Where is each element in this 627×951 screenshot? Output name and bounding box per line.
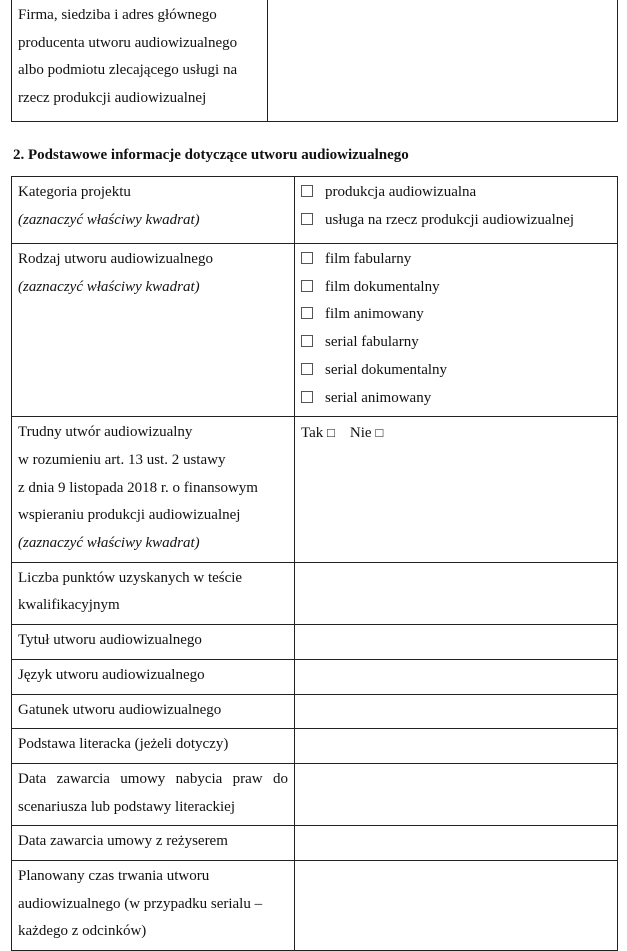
type-option-6-label: serial animowany <box>325 389 432 406</box>
points-label-cell <box>12 562 295 624</box>
type-option-1-label: film fabularny <box>325 251 412 267</box>
literary-value-cell[interactable] <box>295 729 618 764</box>
difficult-no-option[interactable] <box>350 425 383 441</box>
checkbox-icon[interactable] <box>301 185 313 197</box>
rights-value-cell[interactable] <box>295 763 618 825</box>
difficult-no-label: Nie <box>349 425 372 442</box>
difficult-hint: (zaznaczyć właściwy kwadrat) <box>18 535 200 552</box>
difficult-label-line-3: z dnia 9 listopada 2018 r. o finansowym <box>18 479 258 496</box>
category-hint: (zaznaczyć właściwy kwadrat) <box>18 211 200 228</box>
title-label: Tytuł utworu audiowizualnego <box>18 632 202 649</box>
rights-row <box>12 763 618 825</box>
title-label-cell <box>12 625 295 660</box>
difficult-yes-option[interactable] <box>301 425 335 441</box>
type-option-2[interactable] <box>301 274 611 302</box>
type-option-4-label: serial fabularny <box>325 334 419 351</box>
type-option-2-label: film dokumentalny <box>325 278 440 295</box>
basic-info-table <box>11 176 618 951</box>
type-row <box>12 244 618 417</box>
genre-label: Gatunek utworu audiowizualnego <box>18 701 222 718</box>
category-options-cell <box>295 177 618 244</box>
checkbox-icon[interactable] <box>301 391 313 403</box>
producer-label-cell <box>12 0 268 122</box>
director-label-cell <box>12 826 295 861</box>
difficult-no-checkbox[interactable]: □ <box>375 425 384 441</box>
difficult-label-line-4: wspieraniu produkcji audiowizualnej <box>18 507 241 524</box>
type-option-5[interactable] <box>301 357 611 385</box>
category-option-2[interactable] <box>301 207 611 235</box>
literary-row <box>12 729 618 764</box>
points-label-line-1: Liczba punktów uzyskanych w teście <box>18 569 243 586</box>
checkbox-icon[interactable] <box>301 252 313 264</box>
title-value-cell[interactable] <box>295 625 618 660</box>
language-row <box>12 659 618 694</box>
points-row <box>12 562 618 624</box>
difficult-yes-label: Tak <box>301 425 324 442</box>
producer-label-line-3: albo podmiotu zlecającego usługi na <box>18 62 238 79</box>
checkbox-icon[interactable] <box>301 363 313 375</box>
difficult-row <box>12 417 618 563</box>
duration-row <box>12 861 618 951</box>
title-row <box>12 625 618 660</box>
checkbox-icon[interactable] <box>301 280 313 292</box>
category-label-cell <box>12 177 295 244</box>
type-label-cell <box>12 244 295 417</box>
director-value-cell[interactable] <box>295 826 618 861</box>
language-label: Język utworu audiowizualnego <box>18 666 205 683</box>
rights-label-line-2: scenariusza lub podstawy literackiej <box>18 798 236 815</box>
type-option-3-label: film animowany <box>325 306 424 323</box>
producer-table <box>11 0 618 122</box>
checkbox-icon[interactable] <box>301 213 313 225</box>
checkbox-icon[interactable] <box>301 307 313 319</box>
difficult-yes-checkbox[interactable]: □ <box>327 425 335 441</box>
duration-label-cell <box>12 861 295 951</box>
director-row <box>12 826 618 861</box>
difficult-label-line-2: w rozumieniu art. 13 ust. 2 ustawy <box>18 451 226 468</box>
type-option-4[interactable] <box>301 329 611 357</box>
type-label: Rodzaj utworu audiowizualnego <box>18 251 213 267</box>
category-label: Kategoria projektu <box>18 184 131 200</box>
checkbox-icon[interactable] <box>301 335 313 347</box>
difficult-label-cell <box>12 417 295 563</box>
category-option-2-label: usługa na rzecz produkcji audiowizualnej <box>325 211 575 228</box>
points-value-cell[interactable] <box>295 562 618 624</box>
language-value-cell[interactable] <box>295 659 618 694</box>
difficult-label-line-1: Trudny utwór audiowizualny <box>18 424 193 441</box>
genre-label-cell <box>12 694 295 729</box>
producer-row <box>12 0 618 122</box>
type-option-1[interactable] <box>301 246 611 274</box>
duration-label-line-2: audiowizualnego (w przypadku serialu – <box>18 895 263 912</box>
category-option-1-label: produkcja audiowizualna <box>325 184 477 200</box>
duration-label-line-1: Planowany czas trwania utworu <box>18 868 210 885</box>
language-label-cell <box>12 659 295 694</box>
type-options-cell <box>295 244 618 417</box>
duration-value-cell[interactable] <box>295 861 618 951</box>
section-title: 2. Podstawowe informacje dotyczące utworu audiowizualnego <box>13 147 409 163</box>
duration-label-line-3: każdego z odcinków) <box>18 923 147 940</box>
genre-value-cell[interactable] <box>295 694 618 729</box>
genre-row <box>12 694 618 729</box>
difficult-options-cell <box>295 417 618 563</box>
points-label-line-2: kwalifikacyjnym <box>18 597 120 614</box>
producer-label-line-4: rzecz produkcji audiowizualnej <box>18 90 207 107</box>
type-hint: (zaznaczyć właściwy kwadrat) <box>18 278 200 295</box>
rights-label-cell <box>12 763 295 825</box>
category-option-1[interactable] <box>301 179 611 207</box>
producer-label-line-2: producenta utworu audiowizualnego <box>18 34 238 51</box>
type-option-3[interactable] <box>301 301 611 329</box>
type-option-5-label: serial dokumentalny <box>325 361 448 378</box>
literary-label-cell <box>12 729 295 764</box>
category-row <box>12 177 618 244</box>
type-option-6[interactable] <box>301 385 611 413</box>
director-label: Data zawarcia umowy z reżyserem <box>18 833 228 850</box>
producer-label-line-1: Firma, siedziba i adres głównego <box>18 7 217 23</box>
literary-label: Podstawa literacka (jeżeli dotyczy) <box>18 736 229 753</box>
rights-label-line-1: Data zawarcia umowy nabycia praw do <box>18 770 288 787</box>
producer-value-cell[interactable] <box>268 0 618 122</box>
